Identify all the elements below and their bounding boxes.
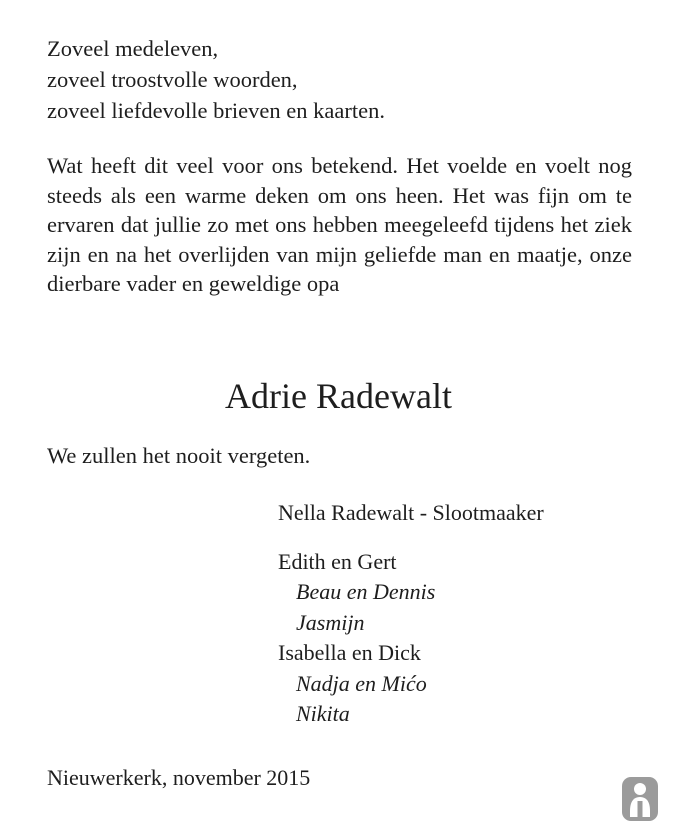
signature-block	[278, 498, 544, 730]
closing-line: We zullen het nooit vergeten.	[47, 443, 311, 468]
family-member: Edith en Gert	[278, 548, 397, 574]
family-member: Isabella en Dick	[278, 640, 421, 665]
deceased-name: Adrie Radewalt	[225, 376, 452, 416]
family-member: Beau en Dennis	[296, 579, 436, 604]
thank-you-paragraph: Wat heeft dit veel voor ons betekend. Het voelde en voelt nog steeds als een warme deken om ons heen. Het was fijn om te ervaren dat jullie zo met ons hebben meegeleefd tijdens het ziek zijn en na het overlijden van mijn geliefde man en maatje, onze dierbare vader en geweldige opa	[47, 153, 632, 296]
publisher-person-logo	[619, 773, 661, 823]
opening-line: zoveel troostvolle woorden,	[47, 67, 298, 92]
family-member: Nadja en Mićo	[296, 670, 427, 696]
opening-line: zoveel liefdevolle brieven en kaarten.	[47, 98, 385, 123]
family-member: Nikita	[296, 701, 350, 726]
opening-line: Zoveel medeleven,	[47, 36, 219, 61]
opening-verse	[47, 33, 632, 126]
place-and-date: Nieuwerkerk, november 2015	[47, 765, 311, 790]
spouse-name: Nella Radewalt - Slootmaaker	[278, 500, 544, 525]
family-member: Jasmijn	[296, 609, 365, 635]
